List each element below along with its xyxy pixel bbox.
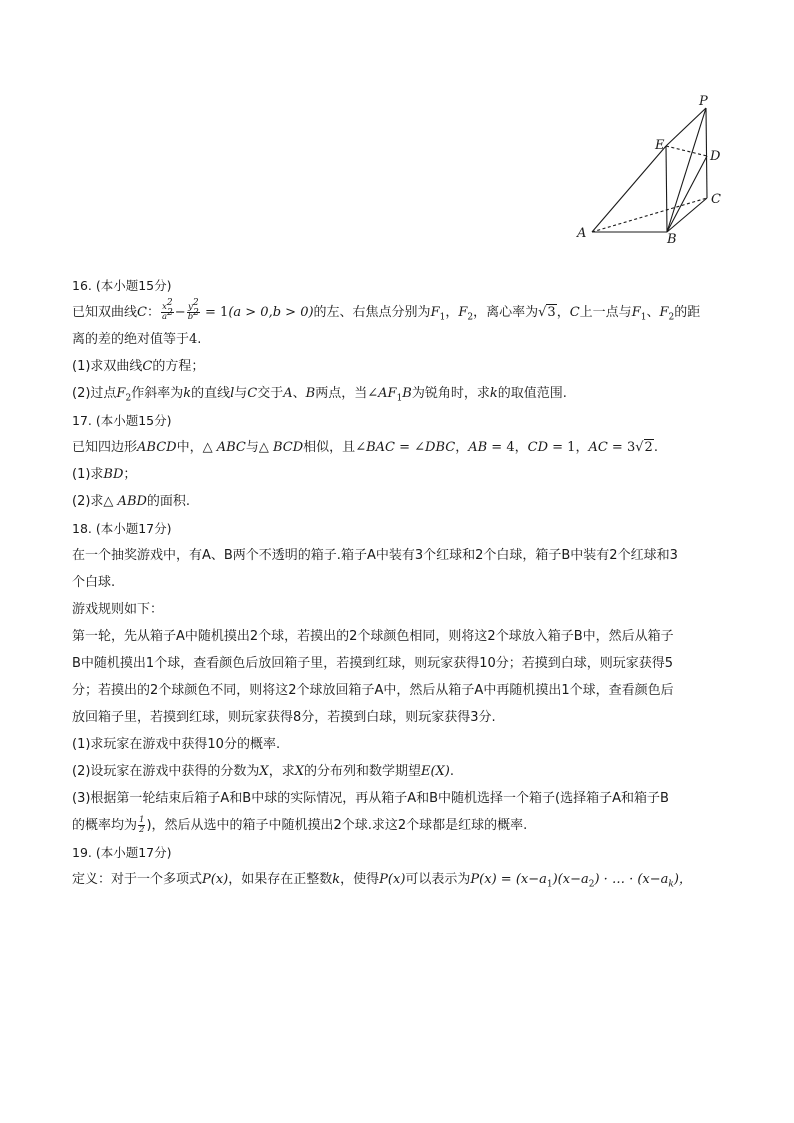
- q18-part2: (2)设玩家在游戏中获得的分数为X，求X的分布列和数学期望E(X).: [72, 764, 455, 779]
- edge-ED: [666, 146, 707, 156]
- q16-part2: (2)过点$F_2$作斜率为k的直线l与C交于A、B两点，当$\angle AF_1B$为锐角时，求k的取值范围.: [72, 386, 567, 404]
- edge-AE: [592, 146, 666, 232]
- label-A: A: [577, 226, 587, 241]
- q18-rules-line2: B中随机摸出1个球，查看颜色后放回箱子里，若摸到红球，则玩家获得10分；若摸到白球，则玩家获得5: [72, 656, 674, 671]
- q16-statement-line2: 离的差的绝对值等于4.: [72, 332, 202, 347]
- q18-rules-line4: 放回箱子里，若摸到红球，则玩家获得8分，若摸到白球，则玩家获得3分.: [72, 710, 496, 725]
- exam-content: [72, 272, 732, 893]
- q17-part2: (2)求△ ABD的面积.: [72, 494, 191, 509]
- edge-AC: [592, 198, 707, 232]
- label-E: E: [655, 138, 665, 153]
- geometry-figure: [570, 90, 730, 250]
- fraction-x2-a2: $\frac{x^2}{a^2}$: [161, 298, 173, 322]
- q18-statement-line1: 在一个抽奖游戏中，有A、B两个不透明的箱子.箱子A中装有3个红球和2个白球，箱子B中装有2个红球和3: [72, 548, 678, 563]
- label-P: P: [699, 94, 708, 109]
- sqrt-2: √2: [635, 440, 653, 455]
- q16-part1: (1)求双曲线C的方程；: [72, 359, 205, 374]
- label-C: C: [711, 192, 721, 207]
- label-D: D: [710, 149, 721, 164]
- q19-heading: 19. (本小题17分): [72, 845, 172, 860]
- q18-rules-line1: 第一轮，先从箱子A中随机摸出2个球，若摸出的2个球颜色相同，则将这2个球放入箱子B中，然后从箱子: [72, 629, 674, 644]
- q18-rules-line3: 分；若摸出的2个球颜色不同，则将这2个球放回箱子A中，然后从箱子A中再随机摸出1个球，查看颜色后: [72, 683, 674, 698]
- q17-heading: 17. (本小题15分): [72, 413, 172, 428]
- q18-statement-line2: 个白球.: [72, 575, 116, 590]
- edge-BC: [667, 198, 707, 232]
- edge-EB: [666, 146, 667, 232]
- q16-statement-line1: 已知双曲线C： $\frac{x^2}{a^2}$ − $\frac{y^2}{b^2}$ = 1(a > 0,b > 0)的左、右焦点分别为$F_1$，$F_2$，离心率为√3，C上一点与$F_1$、$F_2$的距: [72, 298, 701, 323]
- label-B: B: [667, 232, 677, 247]
- q16-heading: 16. (本小题15分): [72, 278, 172, 293]
- q17-part1: (1)求BD；: [72, 467, 137, 482]
- pyramid-diagram: [570, 90, 730, 250]
- q17-statement: 已知四边形ABCD中，△ ABC与△ BCD相似，且∠BAC = ∠DBC，AB = 4，CD = 1，AC = 3√2.: [72, 440, 658, 455]
- edge-PC: [706, 108, 707, 198]
- q18-part3-line1: (3)根据第一轮结束后箱子A和B中球的实际情况，再从箱子A和B中随机选择一个箱子(选择箱子A和箱子B: [72, 791, 669, 806]
- fraction-one-half: $\frac{1}{2}$: [139, 815, 145, 835]
- sqrt-3: √3: [538, 305, 556, 320]
- q19-statement-line1: 定义：对于一个多项式P(x)，如果存在正整数k，使得P(x)可以表示为$P(x) = (x-a_1)(x-a_2)$ · … · $(x-a_k)$，: [72, 872, 692, 890]
- q18-part1: (1)求玩家在游戏中获得10分的概率.: [72, 737, 281, 752]
- q18-heading: 18. (本小题17分): [72, 521, 172, 536]
- fraction-y2-b2: $\frac{y^2}{b^2}$: [187, 298, 199, 322]
- q18-part3-line2: 的概率均为 $\frac{1}{2}$ )，然后从选中的箱子中随机摸出2个球.求这2个球都是红球的概率.: [72, 815, 528, 835]
- q18-rules-title: 游戏规则如下：: [72, 602, 164, 617]
